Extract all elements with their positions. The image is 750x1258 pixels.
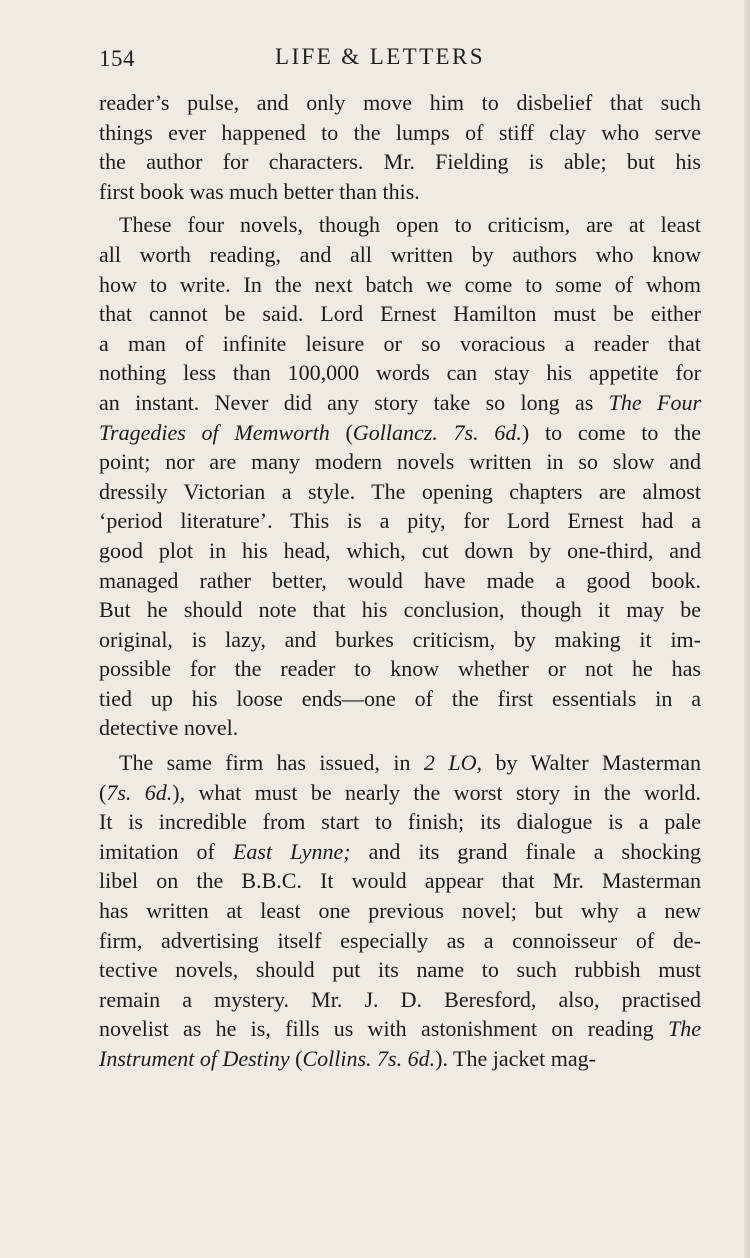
text-run: These four novels, though open to criticism, are at least: [119, 212, 701, 238]
italic-text: 7s. 6d.: [106, 779, 173, 805]
text-line: [99, 329, 701, 359]
italic-text: The: [668, 1016, 701, 1042]
italic-text: East Lynne;: [232, 838, 351, 864]
body-text: [99, 88, 701, 1074]
text-run: that cannot be said. Lord Ernest Hamilton must be either: [99, 301, 701, 327]
page-header: [99, 42, 701, 78]
text-line: [99, 1014, 701, 1044]
paragraph: [99, 88, 701, 206]
text-run: things ever happened to the lumps of stiff clay who serve: [99, 119, 701, 145]
text-line: [99, 177, 701, 207]
italic-text: Collins. 7s. 6d.: [302, 1046, 436, 1071]
text-line: [99, 926, 701, 956]
text-run: an instant. Never did any story take so long as: [99, 389, 609, 415]
text-run: how to write. In the next batch we come to some of whom: [99, 271, 701, 297]
text-line: [99, 477, 701, 507]
text-run: reader’s pulse, and only move him to disbelief that such: [99, 90, 701, 115]
text-run: (: [289, 1046, 303, 1071]
italic-text: Instrument of Destiny: [99, 1046, 290, 1071]
text-line: [99, 625, 701, 655]
text-line: [99, 88, 701, 118]
text-run: detective novel.: [99, 715, 239, 741]
text-line: [99, 654, 701, 684]
text-line: [99, 299, 701, 329]
text-run: nothing less than 100,000 words can stay his appetite for: [99, 360, 701, 386]
text-line: [99, 713, 701, 743]
text-run: remain a mystery. Mr. J. D. Beresford, also, practised: [99, 986, 701, 1012]
text-line: [99, 358, 701, 388]
text-line: [99, 240, 701, 270]
text-run: tied up his loose ends—one of the first essentials in a: [99, 685, 701, 711]
text-line: [99, 866, 701, 896]
text-run: has written at least one previous novel; but why a new: [99, 898, 701, 924]
text-run: dressily Victorian a style. The opening chapters are almost: [99, 478, 701, 504]
text-run: ) to come to the: [521, 419, 701, 445]
text-run: libel on the B.B.C. It would appear that Mr. Masterman: [99, 868, 701, 894]
text-line: [99, 837, 701, 867]
text-line: [99, 418, 701, 448]
text-line: [99, 210, 701, 240]
paragraph: [99, 210, 701, 743]
text-run: firm, advertising itself especially as a connoisseur of de-: [99, 927, 701, 953]
text-run: managed rather better, would have made a good book.: [99, 567, 701, 593]
text-run: first book was much better than this.: [99, 178, 420, 204]
page-number: 154: [99, 46, 135, 71]
text-line: [99, 985, 701, 1015]
text-run: and its grand finale a shocking: [350, 838, 701, 864]
paragraph: [99, 748, 701, 1074]
italic-text: The Four: [608, 389, 702, 415]
text-line: [99, 955, 701, 985]
text-run: tective novels, should put its name to such rubbish must: [99, 957, 701, 983]
text-line: [99, 388, 701, 418]
text-run: (: [329, 419, 353, 445]
italic-text: Tragedies of Memworth: [99, 419, 330, 445]
italic-text: 2 LO: [423, 750, 477, 776]
text-run: ‘period literature’. This is a pity, for Lord Ernest had a: [99, 508, 701, 534]
text-line: [99, 270, 701, 300]
text-run: ), what must be nearly the worst story in the world.: [172, 779, 701, 805]
text-run: (: [99, 779, 107, 805]
italic-text: Gollancz. 7s. 6d.: [352, 419, 522, 445]
text-run: The same firm has issued, in: [119, 750, 424, 776]
text-run: novelist as he is, fills us with astonishment on reading: [99, 1016, 668, 1042]
text-line: [99, 595, 701, 625]
text-run: a man of infinite leisure or so voracious a reader that: [99, 330, 701, 356]
text-run: original, is lazy, and burkes criticism, by making it im-: [99, 626, 701, 652]
text-run: possible for the reader to know whether or not he has: [99, 656, 701, 682]
page-edge-shadow: [744, 0, 750, 1258]
text-run: all worth reading, and all written by authors who know: [99, 241, 701, 267]
text-line: [99, 566, 701, 596]
text-run: But he should note that his conclusion, though it may be: [99, 597, 701, 623]
text-line: [99, 684, 701, 714]
text-line: [99, 748, 701, 778]
text-run: , by Walter Masterman: [476, 750, 701, 776]
text-run: imitation of: [99, 838, 233, 864]
text-run: point; nor are many modern novels written in so slow and: [99, 449, 701, 475]
text-run: the author for characters. Mr. Fielding is able; but his: [99, 149, 701, 175]
text-line: [99, 506, 701, 536]
running-head: LIFE & LETTERS: [275, 44, 485, 69]
text-line: [99, 536, 701, 566]
text-run: ). The jacket mag-: [435, 1046, 596, 1071]
text-run: good plot in his head, which, cut down by one-third, and: [99, 537, 701, 563]
text-run: It is incredible from start to finish; its dialogue is a pale: [99, 809, 701, 835]
text-line: [99, 778, 701, 808]
text-line: [99, 807, 701, 837]
text-line: [99, 1044, 701, 1074]
text-line: [99, 147, 701, 177]
text-line: [99, 447, 701, 477]
text-line: [99, 896, 701, 926]
text-line: [99, 118, 701, 148]
